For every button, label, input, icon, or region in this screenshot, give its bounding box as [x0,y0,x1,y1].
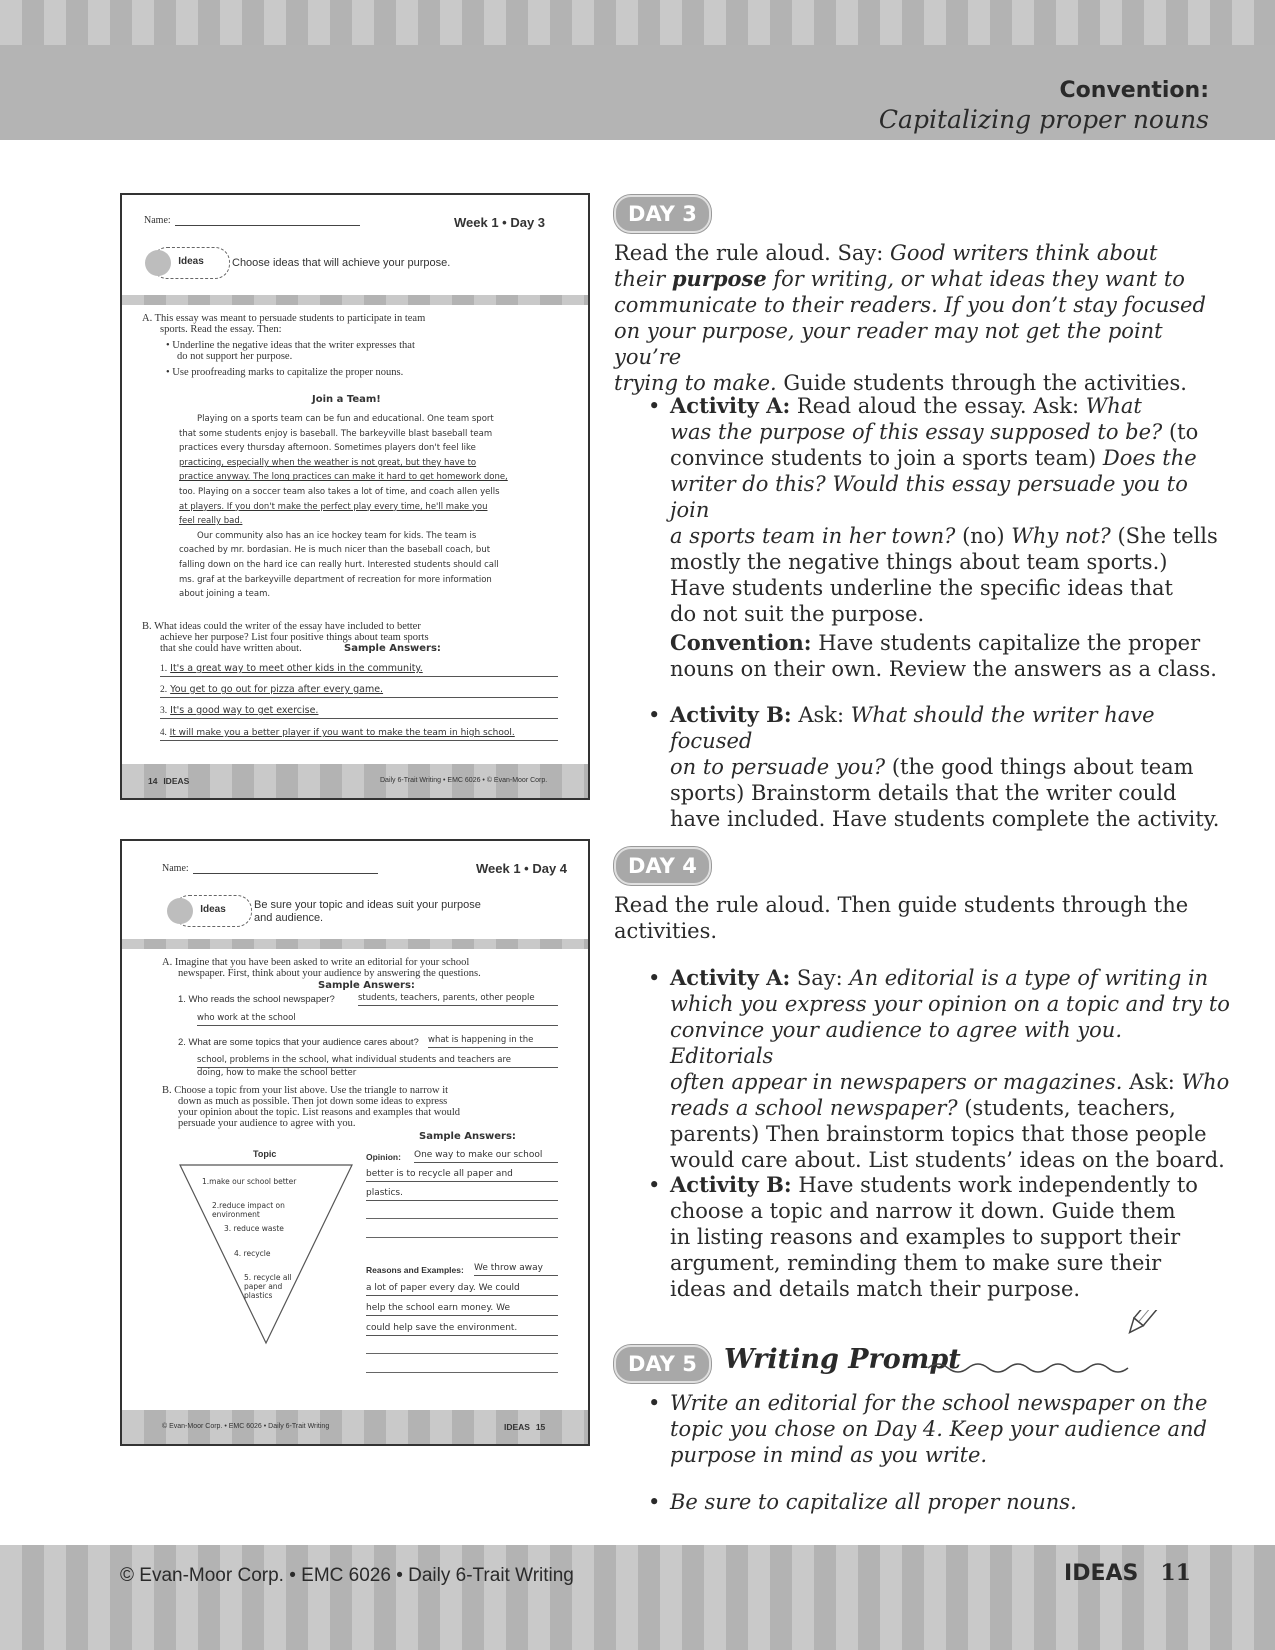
part-b-prompt-3: that she could have written about. [160,643,302,654]
worksheet-footer [122,1410,588,1444]
part-a-intro-2: sports. Read the essay. Then: [160,324,282,335]
ideas-badge: Ideas [152,247,230,279]
week-day-label: Week 1 • Day 4 [476,861,568,876]
day3-activity-b: • Activity B: Ask: What should the writer have focused on to persuade you? (the good things about team sports) Brainstorm details that the writer could have included. Have students complete the activity. [648,702,1220,831]
essay-line: practice anyway. The long practices can make it hard to get homework done, [179,472,508,483]
answer-line-1: 1. It's a great way to meet other kids in the community. [160,662,558,677]
day4-activity-a: • Activity A: Say: An editorial is a type of writing in which you express your opinion on a topic and try to convince your audience to agree with you. Editorials often appear in newspapers or magazines. Ask: Who reads a school newspaper? (students, teachers, parents) Then brainstorm topics that those people would care about. List students’ ideas on the board. [648,965,1230,1172]
sample-answers-label-2: Sample Answers: [419,1131,516,1142]
pencil-icon [145,250,171,276]
question-2: 2. What are some topics that your audience cares about? [178,1037,419,1048]
blank-line [366,1237,558,1238]
answer-line-4: 4. It will make you a better player if you want to make the team in high school. [160,725,558,741]
day3-intro: Read the rule aloud. Say: Good writers think about their purpose for writing, or what ideas they want to communicate to their readers. If you don’t stay focused on your purpose, your reader may not get the point you’re trying to make. Guide students through the activities. [614,241,1206,395]
worksheet-stripe-band [122,295,588,305]
essay-line: at players. If you don't make the perfect play every time, he'll make you [179,501,488,512]
essay-text [179,412,579,602]
blank-line [366,1218,558,1219]
reasons-line-1: We throw away [474,1261,558,1276]
essay-line: about joining a team. [179,589,271,600]
essay-line: Our community also has an ice hockey team for kids. The team is [197,530,477,541]
page-number: 11 [1160,1560,1191,1586]
triangle-level-1: 1.make our school better [202,1177,297,1186]
worksheet-instruction: Choose ideas that will achieve your purpose. [232,257,451,269]
bullet-underline-2: do not support her purpose. [177,351,293,362]
part-b-prompt-4: persuade your audience to agree with you. [178,1118,356,1129]
essay-line: falling down on the hard ice can really hurt. Interested students should call [179,559,499,570]
worksheet-footer-right: Daily 6-Trait Writing • EMC 6026 • © Evan-Moor Corp. [380,777,548,784]
blank-line [366,1372,558,1373]
worksheet-footer [122,764,588,798]
question-1: 1. Who reads the school newspaper? [178,994,335,1005]
pencil-squiggle-icon [926,1310,1196,1380]
worksheet-footer-right: IDEAS 15 [504,1422,546,1432]
reasons-label: Reasons and Examples: [366,1265,464,1275]
footer-section-page [1064,1560,1191,1586]
essay-line: too. Playing on a soccer team also takes a lot of time, and coach allen yells [179,486,500,497]
part-b-prompt-3: your opinion about the topic. List reasons and examples that would [178,1107,460,1118]
topic-label: Topic [253,1149,277,1159]
essay-line: Playing on a sports team can be fun and educational. One team sport [197,414,494,424]
triangle-level-5: 5. recycle all paper and plastics [244,1273,292,1300]
sample-answers-label: Sample Answers: [318,980,415,991]
bullet-dot: • [648,1173,661,1197]
essay-line: practicing, especially when the weather is not great, but they have to [179,457,477,468]
day5-prompt-bullet-1: • Write an editorial for the school newspaper on the topic you chose on Day 4. Keep your audience and purpose in mind as you write. [648,1391,1208,1467]
opinion-label: Opinion: [366,1152,401,1162]
name-field: Name: [162,863,378,874]
day5-badge: DAY 5 [614,1345,711,1383]
answer-q2-line3: doing, how to make the school better [197,1068,357,1078]
answer-q1-line1: students, teachers, parents, other people [358,991,558,1006]
worksheet-instruction: Be sure your topic and ideas suit your purpose and audience. [254,899,481,924]
worksheet-day3 [120,193,590,800]
part-a-prompt: A. Imagine that you have been asked to write an editorial for your school [162,957,470,968]
footer-section: IDEAS [1064,1561,1139,1586]
header-stripes [0,0,1275,45]
header-convention: Convention: [1059,78,1209,103]
worksheet-footer-left: 14 IDEAS [148,776,190,786]
footer-copyright: © Evan-Moor Corp. • EMC 6026 • Daily 6-Trait Writing [120,1565,574,1586]
part-b-prompt: B. What ideas could the writer of the essay have included to better [142,621,421,632]
page-header-title [879,78,1209,134]
essay-line: coached by mr. bordasian. He is much nicer than the baseball coach, but [179,545,491,556]
bullet-dot: • [648,703,661,727]
week-day-label: Week 1 • Day 3 [454,215,546,230]
part-b-prompt: B. Choose a topic from your list above. Use the triangle to narrow it [162,1085,449,1096]
triangle-level-2: 2.reduce impact on environment [212,1201,285,1219]
part-b-prompt-2: achieve her purpose? List four positive things about team sports [160,632,429,643]
writing-prompt-title: Writing Prompt [724,1344,961,1375]
ideas-badge: Ideas [174,895,252,927]
pencil-icon [167,898,193,924]
day4-badge: DAY 4 [614,847,711,885]
day3-badge: DAY 3 [614,195,711,233]
answer-q2-line1: what is happening in the [428,1033,558,1048]
bullet-dot: • [648,1490,661,1514]
triangle-level-4: 4. recycle [234,1249,271,1258]
answer-line-3: 3. It's a good way to get exercise. [160,704,558,719]
bullet-dot: • [648,966,661,990]
day3-convention: Convention: Have students capitalize the proper nouns on their own. Review the answers as a class. [670,630,1217,681]
essay-line: that some students enjoy is baseball. The barkeyville blast baseball team [179,428,493,439]
bullet-dot: • [648,394,661,418]
day4-activity-b: • Activity B: Have students work independently to choose a topic and narrow it down. Guide them in listing reasons and examples to support their argument, reminding them to make sure their ideas and details match their purpose. [648,1172,1198,1301]
bullet-capitalize: • Use proofreading marks to capitalize the proper nouns. [166,367,404,378]
essay-line: ms. graf at the barkeyville department of recreation for more information [179,574,492,585]
bullet-underline: • Underline the negative ideas that the writer expresses that [166,340,415,351]
reasons-line-2: a lot of paper every day. We could [366,1281,558,1296]
opinion-line-1: One way to make our school [414,1148,558,1163]
day5-prompt-bullet-2: • Be sure to capitalize all proper nouns. [648,1490,1077,1514]
essay-title: Join a Team! [312,394,381,405]
essay-line: feel really bad. [179,516,243,527]
blank-line [366,1353,558,1354]
opinion-line-3: plastics. [366,1186,558,1201]
reasons-line-4: could help save the environment. [366,1321,558,1336]
answer-q1-line2: who work at the school [197,1011,558,1026]
bullet-dot: • [648,1391,661,1415]
triangle-level-3: 3. reduce waste [224,1224,284,1233]
day4-intro: Read the rule aloud. Then guide students through the activities. [614,893,1189,943]
worksheet-footer-left: © Evan-Moor Corp. • EMC 6026 • Daily 6-Trait Writing [162,1423,330,1430]
answer-q2-line2: school, problems in the school, what individual students and teachers are [197,1053,558,1068]
essay-line: practices every thursday afternoon. Sometimes players don't feel like [179,443,476,454]
name-field: Name: [144,215,360,226]
reasons-line-3: help the school earn money. We [366,1301,558,1316]
day3-activity-a: • Activity A: Read aloud the essay. Ask: What was the purpose of this essay supposed to be? (to convince students to join a sports team) Does the writer do this? Would this essay persuade you to join a sports team in her town? (no) Why not? (She tells mostly the negative things about team sports.) Have students underline the specific ideas that do not suit the purpose. [648,393,1218,626]
part-a-prompt-2: newspaper. First, think about your audience by answering the questions. [178,968,481,979]
part-a-intro: A. This essay was meant to persuade students to participate in team [142,313,426,324]
opinion-line-2: better is to recycle all paper and [366,1167,558,1182]
answer-line-2: 2. You get to go out for pizza after every game. [160,683,558,698]
part-b-prompt-2: down as much as possible. Then jot down some ideas to express [178,1096,448,1107]
header-topic: Capitalizing proper nouns [878,105,1209,134]
worksheet-stripe-band [122,939,588,949]
worksheet-day4 [120,839,590,1446]
sample-answers-label: Sample Answers: [344,643,441,654]
